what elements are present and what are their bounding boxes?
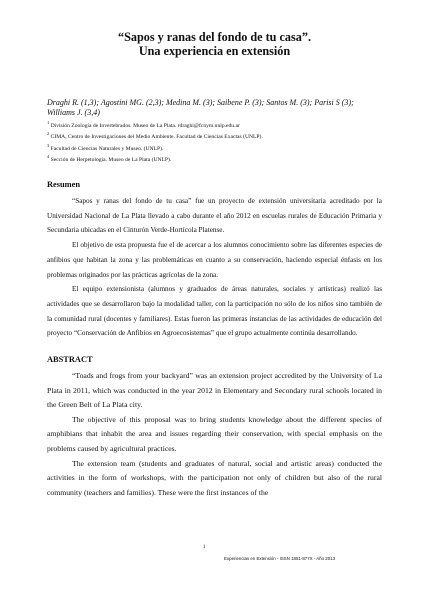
affiliation-4: $^4$ Sección de Herpetología. Museo de La Plata (UNLP).	[47, 153, 172, 163]
abstract-heading: ABSTRACT	[47, 355, 93, 365]
abstract-paragraph-3: The extension team (students and graduates of natural, social and artistic areas) conducted the activities in the form of workshops, with the participation not only of children but also of the rural community (teachers and families). These were the first instances of the	[47, 458, 382, 497]
journal-footer: Experiencias en Extensión - ISSN 1851-877X - Año 2013	[224, 556, 336, 561]
paper-title	[47, 30, 382, 58]
resumen-paragraph-1: “Sapos y ranas del fondo de tu casa” fue un proyecto de extensión universitaria acreditado por la Universidad Nacional de La Plata llevado a cabo durante el año 2012 en escuelas rurales de Educación Primaria y Secundaria ubicadas en el Cinturón Verde-Hortícola Platense.	[47, 197, 382, 235]
resumen-heading: Resumen	[47, 180, 81, 190]
title-line-1: “Sapos y ranas del fondo de tu casa”.	[117, 30, 311, 44]
page-number: 1	[203, 545, 206, 550]
resumen-paragraph-3: El equipo extensionista (alumnos y graduados de áreas naturales, sociales y artísticas) realizó las actividades que se desarrollaron bajo la modalidad taller, con la participación no sólo de los niños sino también de la comunidad rural (docentes y familiares). Estas fueron las primeras instancias de las actividades de educación del proyecto “Conservación de Anfibios en Agroecosistemas” que el grupo actualmente continúa desarrollando.	[47, 285, 382, 338]
abstract-paragraph-2: The objective of this proposal was to bring students knowledge about the different species of amphibians that inhabit the area and issues regarding their conservation, with special emphasis on the problems caused by agricultural practices.	[47, 414, 382, 454]
affiliation-3: $^3$ Facultad de Ciencias Naturales y Museo. (UNLP).	[47, 142, 164, 152]
affiliation-1: $^1$ División Zoología de Invertebrados. Museo de La Plata. rdraghi@fcnym.unlp.edu.ar	[47, 120, 240, 129]
resumen-paragraph-2: El objetivo de esta propuesta fue el de acercar a los alumnos conocimiento sobre las diferentes especies de anfibios que habitan la zona y las problemáticas en cuanto a su conservación, haciendo especial énfasis en los problemas originados por las prácticas agrícolas de la zona.	[47, 241, 382, 279]
author-list: Draghi R. (1,3); Agostini MG. (2,3); Medina M. (3); Saibene P. (3); Santos M. (3); Parisi S (3); Williams J. (3,4)	[47, 98, 354, 117]
affiliations	[47, 119, 382, 164]
affiliation-2: $^2$ CIMA, Centro de Investigaciones del Medio Ambiente. Facultad de Ciencias Exactas (UNLP).	[47, 131, 263, 141]
title-line-2: Una experiencia en extensión	[138, 44, 291, 58]
abstract-paragraph-1: “Toads and frogs from your backyard” was an extension project accredited by the University of La Plata in 2011, which was conducted in the year 2012 in Elementary and Secondary rural schools located in the Green Belt of La Plata city.	[47, 371, 382, 410]
